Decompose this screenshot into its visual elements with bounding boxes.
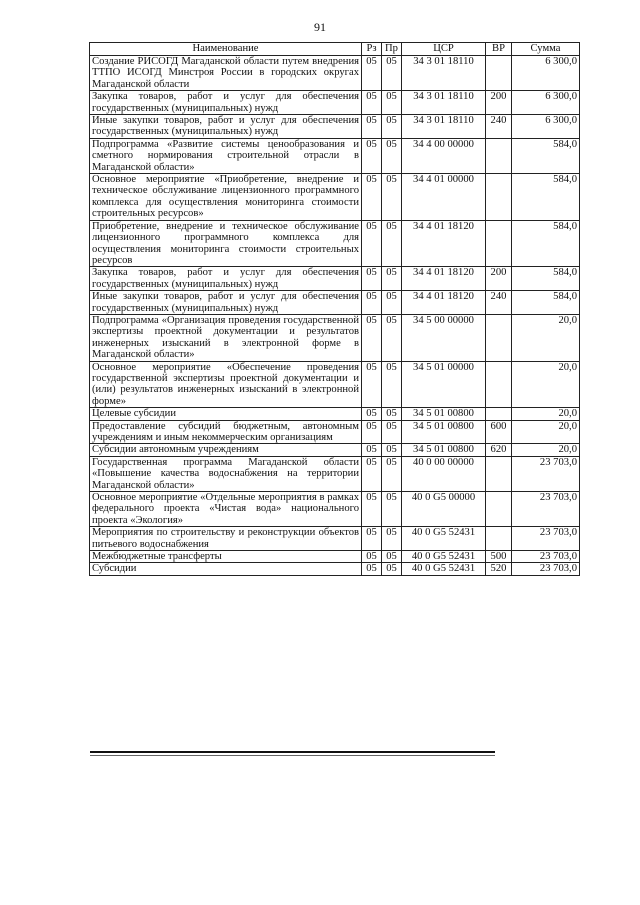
cell-name: Основное мероприятие «Приобретение, внедрение и техническое обслуживание лицензионного программного комплекса для осуществления мониторинга стоимости строительных ресурсов» <box>90 174 362 221</box>
cell-sum: 23 703,0 <box>512 563 580 575</box>
cell-rz: 05 <box>362 291 382 315</box>
cell-sum: 20,0 <box>512 444 580 456</box>
cell-sum: 6 300,0 <box>512 91 580 115</box>
cell-rz: 05 <box>362 563 382 575</box>
cell-pr: 05 <box>382 492 402 527</box>
cell-vr: 200 <box>486 91 512 115</box>
cell-csr: 34 3 01 18110 <box>402 56 486 91</box>
cell-name: Иные закупки товаров, работ и услуг для обеспечения государственных (муниципальных) нужд <box>90 115 362 139</box>
cell-sum: 20,0 <box>512 361 580 408</box>
cell-pr: 05 <box>382 291 402 315</box>
cell-pr: 05 <box>382 361 402 408</box>
table-row <box>90 408 580 420</box>
cell-rz: 05 <box>362 408 382 420</box>
cell-rz: 05 <box>362 267 382 291</box>
cell-name: Субсидии <box>90 563 362 575</box>
table-row <box>90 314 580 361</box>
cell-sum: 23 703,0 <box>512 551 580 563</box>
cell-rz: 05 <box>362 56 382 91</box>
cell-pr: 05 <box>382 456 402 491</box>
table-row <box>90 420 580 444</box>
cell-csr: 34 4 01 18120 <box>402 291 486 315</box>
cell-sum: 584,0 <box>512 267 580 291</box>
cell-csr: 40 0 00 00000 <box>402 456 486 491</box>
cell-pr: 05 <box>382 115 402 139</box>
table-row <box>90 291 580 315</box>
cell-vr: 200 <box>486 267 512 291</box>
cell-sum: 6 300,0 <box>512 56 580 91</box>
cell-csr: 34 5 01 00000 <box>402 361 486 408</box>
page-number: 91 <box>314 20 326 34</box>
cell-csr: 34 4 00 00000 <box>402 138 486 173</box>
cell-pr: 05 <box>382 420 402 444</box>
cell-csr: 34 4 01 18120 <box>402 267 486 291</box>
cell-name: Приобретение, внедрение и техническое обслуживание лицензионного программного комплекса для осуществления мониторинга стоимости строительных ресурсов <box>90 220 362 267</box>
cell-sum: 584,0 <box>512 291 580 315</box>
table-row <box>90 551 580 563</box>
budget-table <box>89 42 580 576</box>
cell-pr: 05 <box>382 174 402 221</box>
cell-rz: 05 <box>362 91 382 115</box>
cell-vr: 240 <box>486 291 512 315</box>
cell-pr: 05 <box>382 408 402 420</box>
table-row <box>90 115 580 139</box>
cell-vr <box>486 408 512 420</box>
cell-sum: 584,0 <box>512 220 580 267</box>
cell-vr <box>486 314 512 361</box>
cell-rz: 05 <box>362 220 382 267</box>
col-header-pr: Пр <box>382 43 402 56</box>
table-row <box>90 456 580 491</box>
cell-name: Целевые субсидии <box>90 408 362 420</box>
cell-rz: 05 <box>362 361 382 408</box>
cell-pr: 05 <box>382 220 402 267</box>
cell-pr: 05 <box>382 527 402 551</box>
cell-vr: 500 <box>486 551 512 563</box>
cell-vr <box>486 138 512 173</box>
cell-rz: 05 <box>362 174 382 221</box>
table-row <box>90 527 580 551</box>
cell-sum: 584,0 <box>512 174 580 221</box>
cell-name: Мероприятия по строительству и реконструкции объектов питьевого водоснабжения <box>90 527 362 551</box>
cell-name: Субсидии автономным учреждениям <box>90 444 362 456</box>
cell-name: Государственная программа Магаданской области «Повышение качества водоснабжения на территории Магаданской области» <box>90 456 362 491</box>
cell-csr: 34 3 01 18110 <box>402 115 486 139</box>
cell-sum: 584,0 <box>512 138 580 173</box>
cell-vr: 240 <box>486 115 512 139</box>
cell-csr: 40 0 G5 00000 <box>402 492 486 527</box>
cell-vr <box>486 56 512 91</box>
cell-rz: 05 <box>362 444 382 456</box>
table-row <box>90 267 580 291</box>
cell-csr: 40 0 G5 52431 <box>402 551 486 563</box>
cell-pr: 05 <box>382 56 402 91</box>
cell-name: Основное мероприятие «Обеспечение проведения государственной экспертизы проектной документации и (или) результатов инженерных изысканий в электронной форме» <box>90 361 362 408</box>
col-header-csr: ЦСР <box>402 43 486 56</box>
col-header-vr: ВР <box>486 43 512 56</box>
cell-pr: 05 <box>382 91 402 115</box>
cell-vr: 620 <box>486 444 512 456</box>
cell-sum: 23 703,0 <box>512 492 580 527</box>
cell-name: Создание РИСОГД Магаданской области путем внедрения ТТПО ИСОГД Минстроя России в городских округах Магаданской области <box>90 56 362 91</box>
cell-sum: 6 300,0 <box>512 115 580 139</box>
cell-rz: 05 <box>362 456 382 491</box>
cell-sum: 20,0 <box>512 314 580 361</box>
cell-vr <box>486 220 512 267</box>
cell-csr: 40 0 G5 52431 <box>402 527 486 551</box>
cell-name: Межбюджетные трансферты <box>90 551 362 563</box>
col-header-name: Наименование <box>90 43 362 56</box>
cell-rz: 05 <box>362 420 382 444</box>
cell-name: Предоставление субсидий бюджетным, автономным учреждениям и иным некоммерческим организациям <box>90 420 362 444</box>
cell-rz: 05 <box>362 138 382 173</box>
table-row <box>90 174 580 221</box>
cell-csr: 34 5 01 00800 <box>402 408 486 420</box>
table-row <box>90 444 580 456</box>
col-header-sum: Сумма <box>512 43 580 56</box>
cell-csr: 34 3 01 18110 <box>402 91 486 115</box>
table-row <box>90 361 580 408</box>
table-header-row <box>90 43 580 56</box>
cell-name: Закупка товаров, работ и услуг для обеспечения государственных (муниципальных) нужд <box>90 91 362 115</box>
cell-rz: 05 <box>362 551 382 563</box>
col-header-rz: Рз <box>362 43 382 56</box>
cell-vr <box>486 456 512 491</box>
table-row <box>90 138 580 173</box>
cell-vr: 600 <box>486 420 512 444</box>
cell-pr: 05 <box>382 444 402 456</box>
cell-csr: 34 5 01 00800 <box>402 420 486 444</box>
cell-name: Подпрограмма «Развитие системы ценообразования и сметного нормирования строительной отрасли в Магаданской области» <box>90 138 362 173</box>
cell-name: Закупка товаров, работ и услуг для обеспечения государственных (муниципальных) нужд <box>90 267 362 291</box>
cell-rz: 05 <box>362 115 382 139</box>
cell-csr: 34 4 01 00000 <box>402 174 486 221</box>
cell-csr: 34 4 01 18120 <box>402 220 486 267</box>
cell-vr <box>486 527 512 551</box>
cell-sum: 23 703,0 <box>512 456 580 491</box>
cell-name: Подпрограмма «Организация проведения государственной экспертизы проектной документации и результатов инженерных изысканий в электронной форме в Магаданской области» <box>90 314 362 361</box>
cell-sum: 23 703,0 <box>512 527 580 551</box>
cell-name: Основное мероприятие «Отдельные мероприятия в рамках федерального проекта «Чистая вода» национального проекта «Экология» <box>90 492 362 527</box>
cell-vr <box>486 492 512 527</box>
cell-pr: 05 <box>382 138 402 173</box>
table-row <box>90 56 580 91</box>
cell-csr: 34 5 01 00800 <box>402 444 486 456</box>
cell-pr: 05 <box>382 551 402 563</box>
bottom-divider <box>90 751 495 753</box>
cell-sum: 20,0 <box>512 420 580 444</box>
cell-rz: 05 <box>362 527 382 551</box>
cell-csr: 40 0 G5 52431 <box>402 563 486 575</box>
cell-vr: 520 <box>486 563 512 575</box>
cell-pr: 05 <box>382 267 402 291</box>
cell-csr: 34 5 00 00000 <box>402 314 486 361</box>
cell-pr: 05 <box>382 314 402 361</box>
cell-rz: 05 <box>362 492 382 527</box>
table-row <box>90 91 580 115</box>
table-row <box>90 492 580 527</box>
cell-pr: 05 <box>382 563 402 575</box>
table-row <box>90 563 580 575</box>
cell-vr <box>486 361 512 408</box>
cell-sum: 20,0 <box>512 408 580 420</box>
cell-rz: 05 <box>362 314 382 361</box>
cell-name: Иные закупки товаров, работ и услуг для обеспечения государственных (муниципальных) нужд <box>90 291 362 315</box>
cell-vr <box>486 174 512 221</box>
table-row <box>90 220 580 267</box>
